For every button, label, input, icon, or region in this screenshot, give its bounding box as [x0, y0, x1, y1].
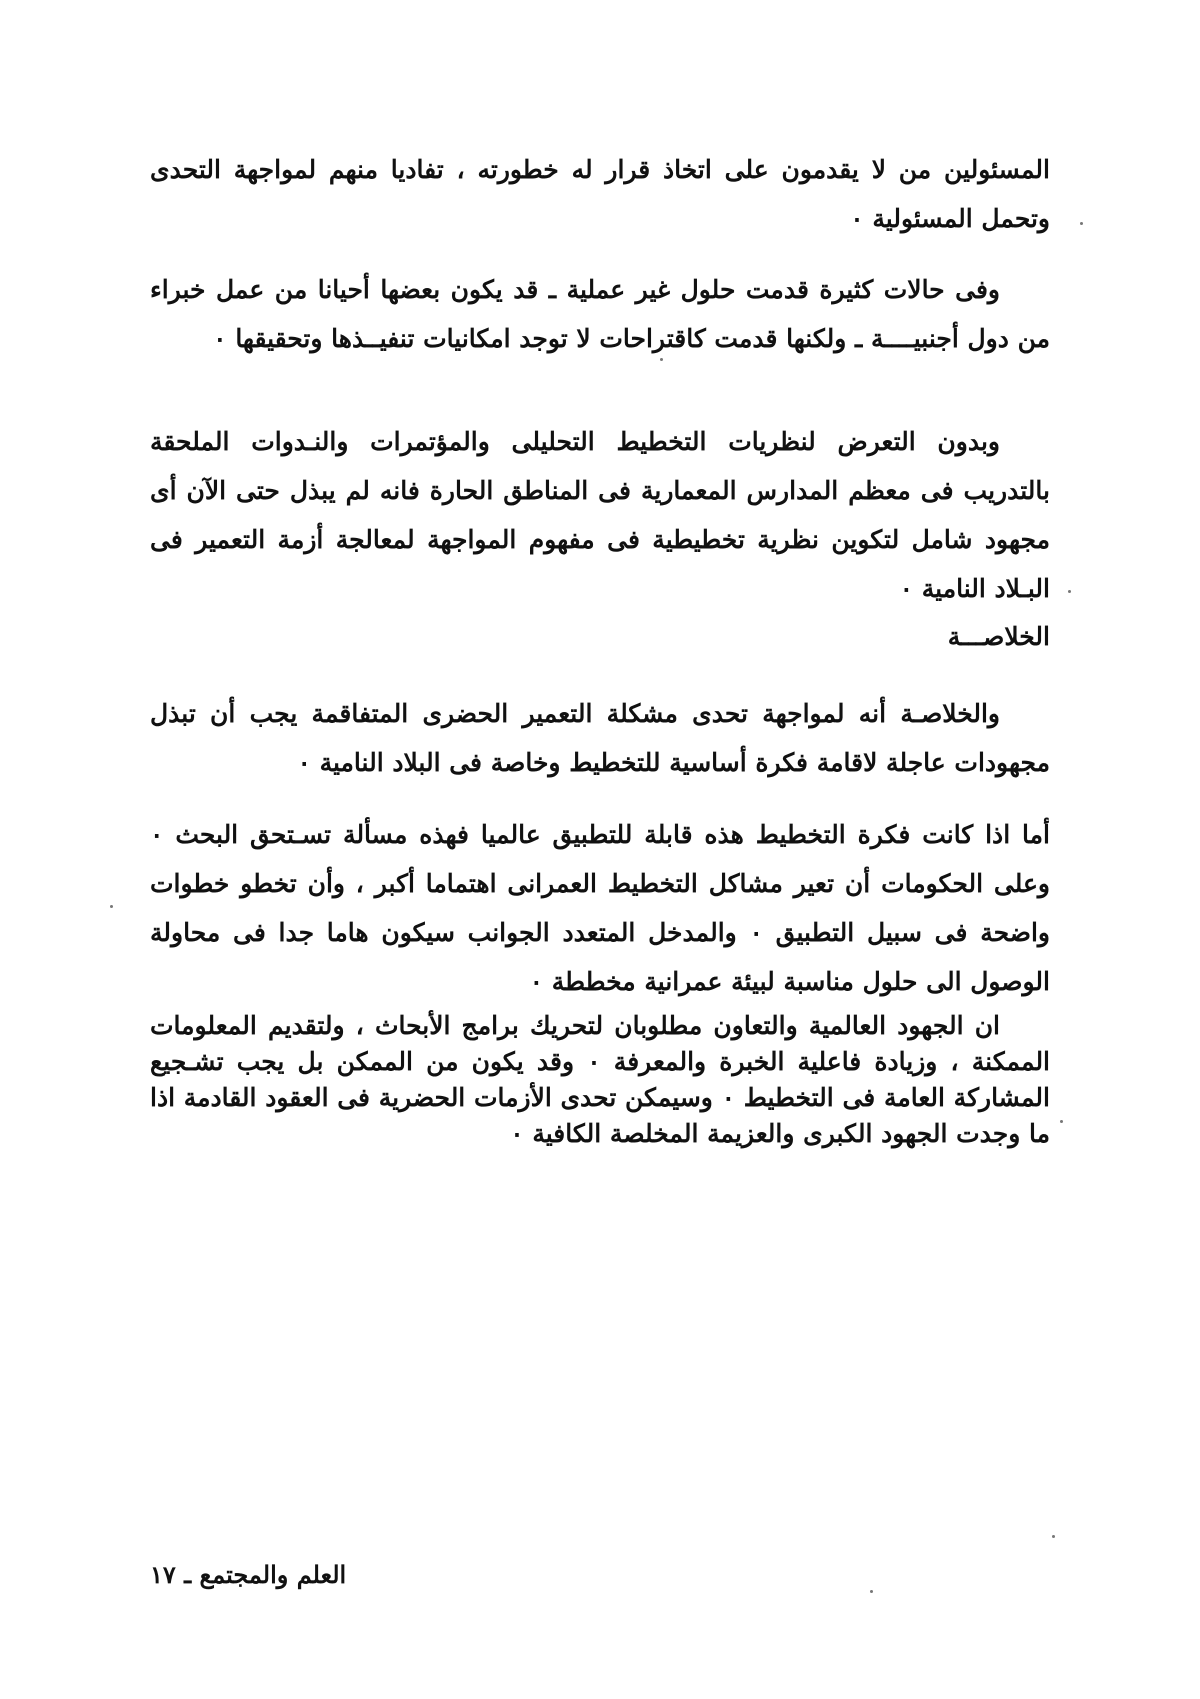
conclusion-paragraph-3: ان الجهود العالمية والتعاون مطلوبان لتحريك برامج الأبحاث ، ولتقديم المعلومات الممكنة ، وزيادة فاعلية الخبرة والمعرفة ٠ وقد يكون من الممكن بل يجب تشـجيع المشاركة العامة فى التخطيط ٠ وسيمكن تحدى الأزمات الحضرية فى العقود القادمة اذا ما وجدت الجهود الكبرى والعزيمة المخلصة الكافية ٠: [150, 1011, 1051, 1148]
section-heading: الخلاصـــة: [947, 622, 1050, 651]
scan-speck: [870, 1590, 873, 1593]
page-footer: العلم والمجتمع ـ ١٧: [150, 1560, 347, 1589]
scan-speck: [660, 358, 663, 361]
paragraph-2: وفى حالات كثيرة قدمت حلول غير عملية ـ قد يكون بعضها أحيانا من عمل خبراء من دول أجنبيــــة ـ ولكنها قدمت كاقتراحات لا توجد امكانيات تنفيــذها وتحقيقها ٠: [150, 275, 1050, 353]
scan-speck: [1068, 590, 1071, 593]
scan-speck: [1052, 1535, 1055, 1538]
scan-speck: [1060, 1120, 1063, 1123]
paragraph-1: المسئولين من لا يقدمون على اتخاذ قرار له خطورته ، تفاديا منهم لمواجهة التحدى وتحمل المسئولية ٠: [150, 155, 1050, 233]
scan-speck: [110, 905, 113, 908]
paragraph-3: وبدون التعرض لنظريات التخطيط التحليلى والمؤتمرات والنـدوات الملحقة بالتدريب فى معظم المدارس المعمارية فى المناطق الحارة فانه لم يبذل حتى الآن أى مجهود شامل لتكوين نظرية تخطيطية فى مفهوم المواجهة لمعالجة أزمة التعمير فى البـلاد النامية ٠: [150, 427, 1050, 603]
conclusion-paragraph-1: والخلاصـة أنه لمواجهة تحدى مشكلة التعمير الحضرى المتفاقمة يجب أن تبذل مجهودات عاجلة لاقامة فكرة أساسية للتخطيط وخاصة فى البلاد النامية ٠: [150, 699, 1050, 777]
scan-speck: [1080, 222, 1083, 225]
conclusion-paragraph-2: أما اذا كانت فكرة التخطيط هذه قابلة للتطبيق عالميا فهذه مسألة تسـتحق البحث ٠ وعلى الحكومات أن تعير مشاكل التخطيط العمرانى اهتماما أكبر ، وأن تخطو خطوات واضحة فى سبيل التطبيق ٠ والمدخل المتعدد الجوانب سيكون هاما جدا فى محاولة الوصول الى حلول مناسبة لبيئة عمرانية مخططة ٠: [150, 820, 1050, 996]
